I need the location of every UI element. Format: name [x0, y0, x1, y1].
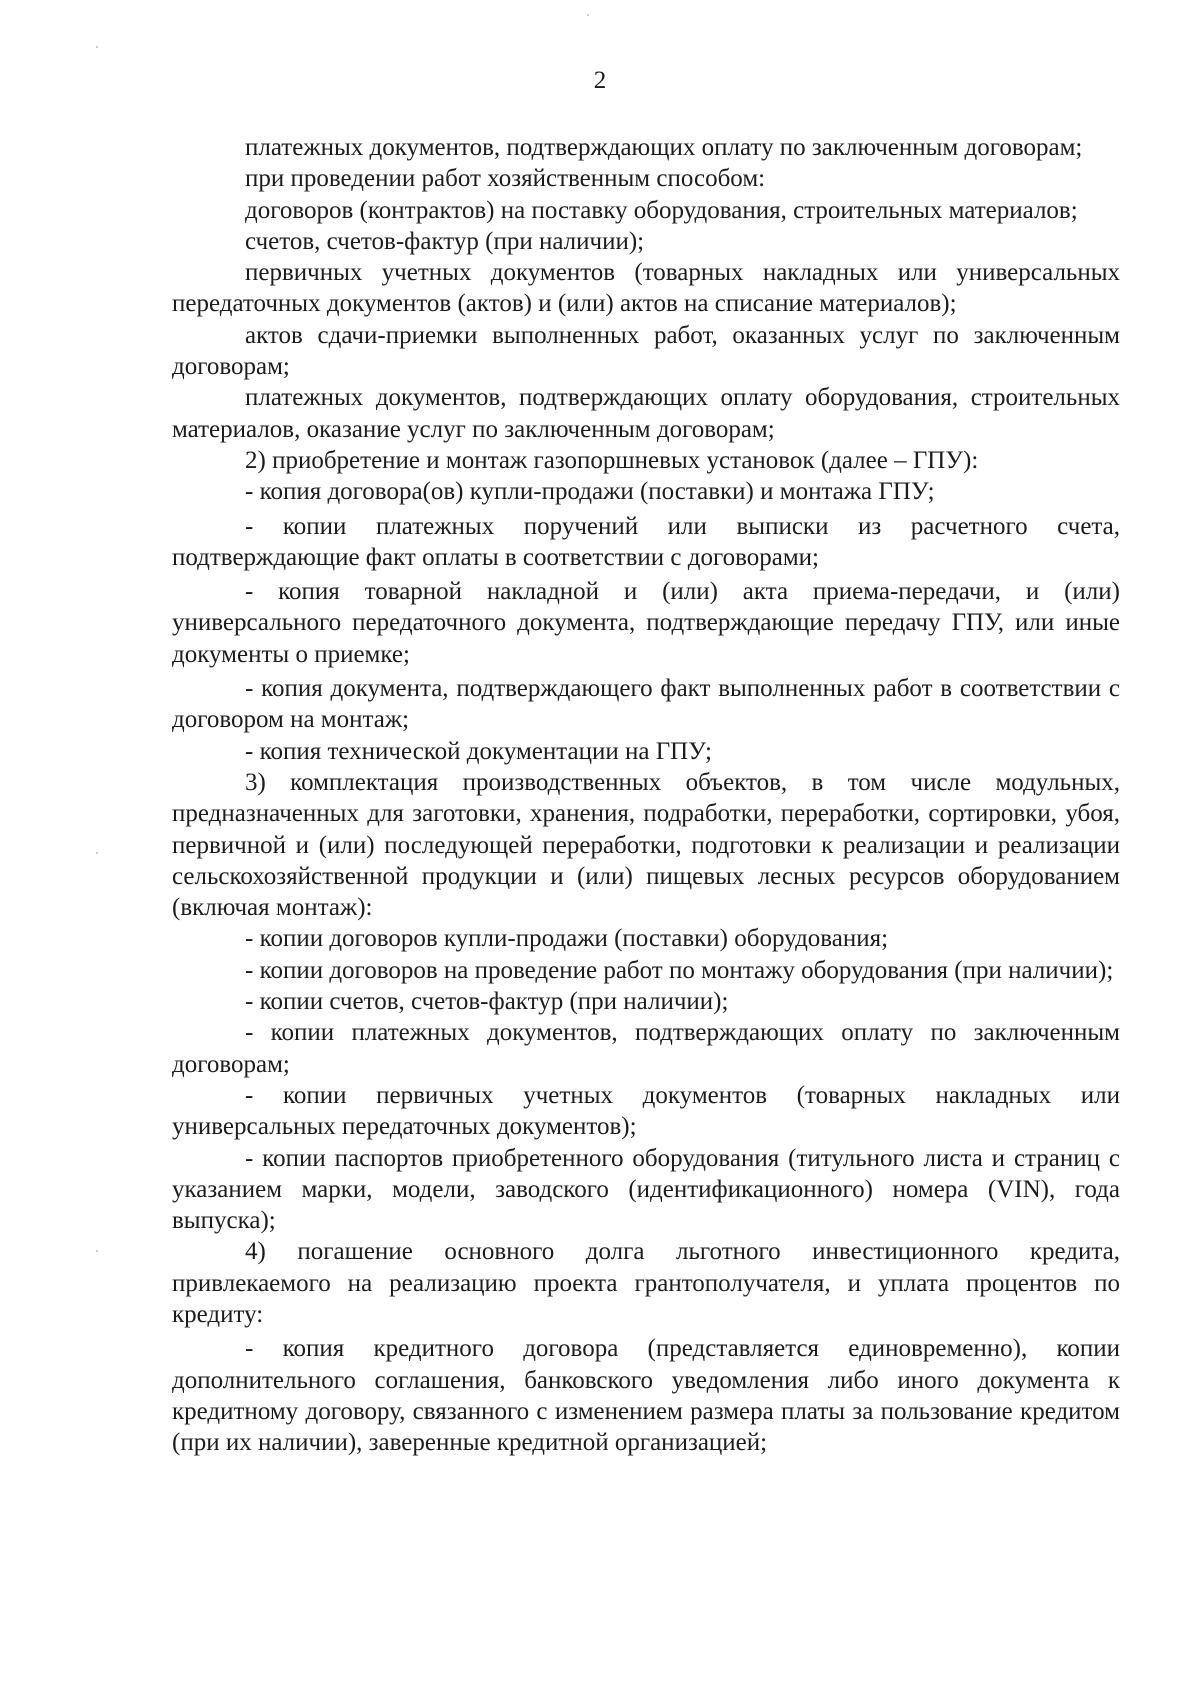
paragraph: счетов, счетов-фактур (при наличии); [245, 227, 645, 255]
paragraph: - копии паспортов приобретенного оборудования (титульного листа и страниц с указанием марки, модели, заводского (идентификационного) номера (VIN), года выпуска); [172, 1144, 1120, 1235]
paragraph: - копия товарной накладной и (или) акта приема-передачи, и (или) универсального передаточного документа, подтверждающие передачу ГПУ, или иные документы о приемке; [172, 578, 1120, 668]
paragraph: платежных документов, подтверждающих оплату по заключенным договорам; [245, 134, 1083, 161]
paragraph: - копии договоров на проведение работ по монтажу оборудования (при наличии); [245, 956, 1114, 984]
page-number: 2 [593, 67, 607, 94]
paragraph: - копия договора(ов) купли-продажи (поставки) и монтажа ГПУ; [245, 478, 935, 506]
paragraph: 2) приобретение и монтаж газопоршневых установок (далее – ГПУ): [245, 446, 979, 474]
scan-speck [96, 46, 98, 48]
paragraph: - копия технической документации на ГПУ; [245, 737, 712, 765]
paragraph: - копии платежных поручений или выписки из расчетного счета, подтверждающие факт оплаты в соответствии с договорами; [172, 512, 1120, 571]
paragraph: 4) погашение основного долга льготного инвестиционного кредита, привлекаемого на реализацию проекта грантополучателя, и уплата процентов по кредиту: [172, 1238, 1120, 1328]
scan-speck [96, 1250, 98, 1252]
paragraph: актов сдачи-приемки выполненных работ, оказанных услуг по заключенным договорам; [172, 321, 1120, 381]
paragraph: договоров (контрактов) на поставку оборудования, строительных материалов; [245, 196, 1078, 224]
paragraph: первичных учетных документов (товарных накладных или универсальных передаточных документов (актов) и (или) актов на списание материалов); [172, 259, 1120, 318]
paragraph: 3) комплектация производственных объектов, в том числе модульных, предназначенных для заготовки, хранения, подработки, переработки, сортировки, убоя, первичной и (или) последующей переработки, подготовки к реализации и реализации сельскохозяйственной продукции и (или) пищевых лесных ресурсов оборудованием (включая монтаж): [172, 768, 1120, 922]
paragraph: - копия документа, подтверждающего факт выполненных работ в соответствии с договором на монтаж; [172, 675, 1120, 734]
paragraph: - копии платежных документов, подтверждающих оплату по заключенным договорам; [172, 1019, 1120, 1078]
paragraph: - копии счетов, счетов-фактур (при наличии); [245, 988, 729, 1016]
paragraph: - копия кредитного договора (представляется единовременно), копии дополнительного соглашения, банковского уведомления либо иного документа к кредитному договору, связанного с изменением размера платы за пользование кредитом (при их наличии), заверенные кредитной организацией; [172, 1335, 1120, 1457]
document-body [172, 132, 1120, 1458]
paragraph: - копии первичных учетных документов (товарных накладных или универсальных передаточных документов); [172, 1081, 1120, 1141]
scan-speck [96, 852, 98, 854]
paragraph: - копии договоров купли-продажи (поставки) оборудования; [245, 925, 889, 953]
scan-speck [587, 14, 589, 16]
paragraph: при проведении работ хозяйственным способом: [245, 165, 766, 193]
paragraph: платежных документов, подтверждающих оплату оборудования, строительных материалов, оказание услуг по заключенным договорам; [172, 384, 1120, 443]
